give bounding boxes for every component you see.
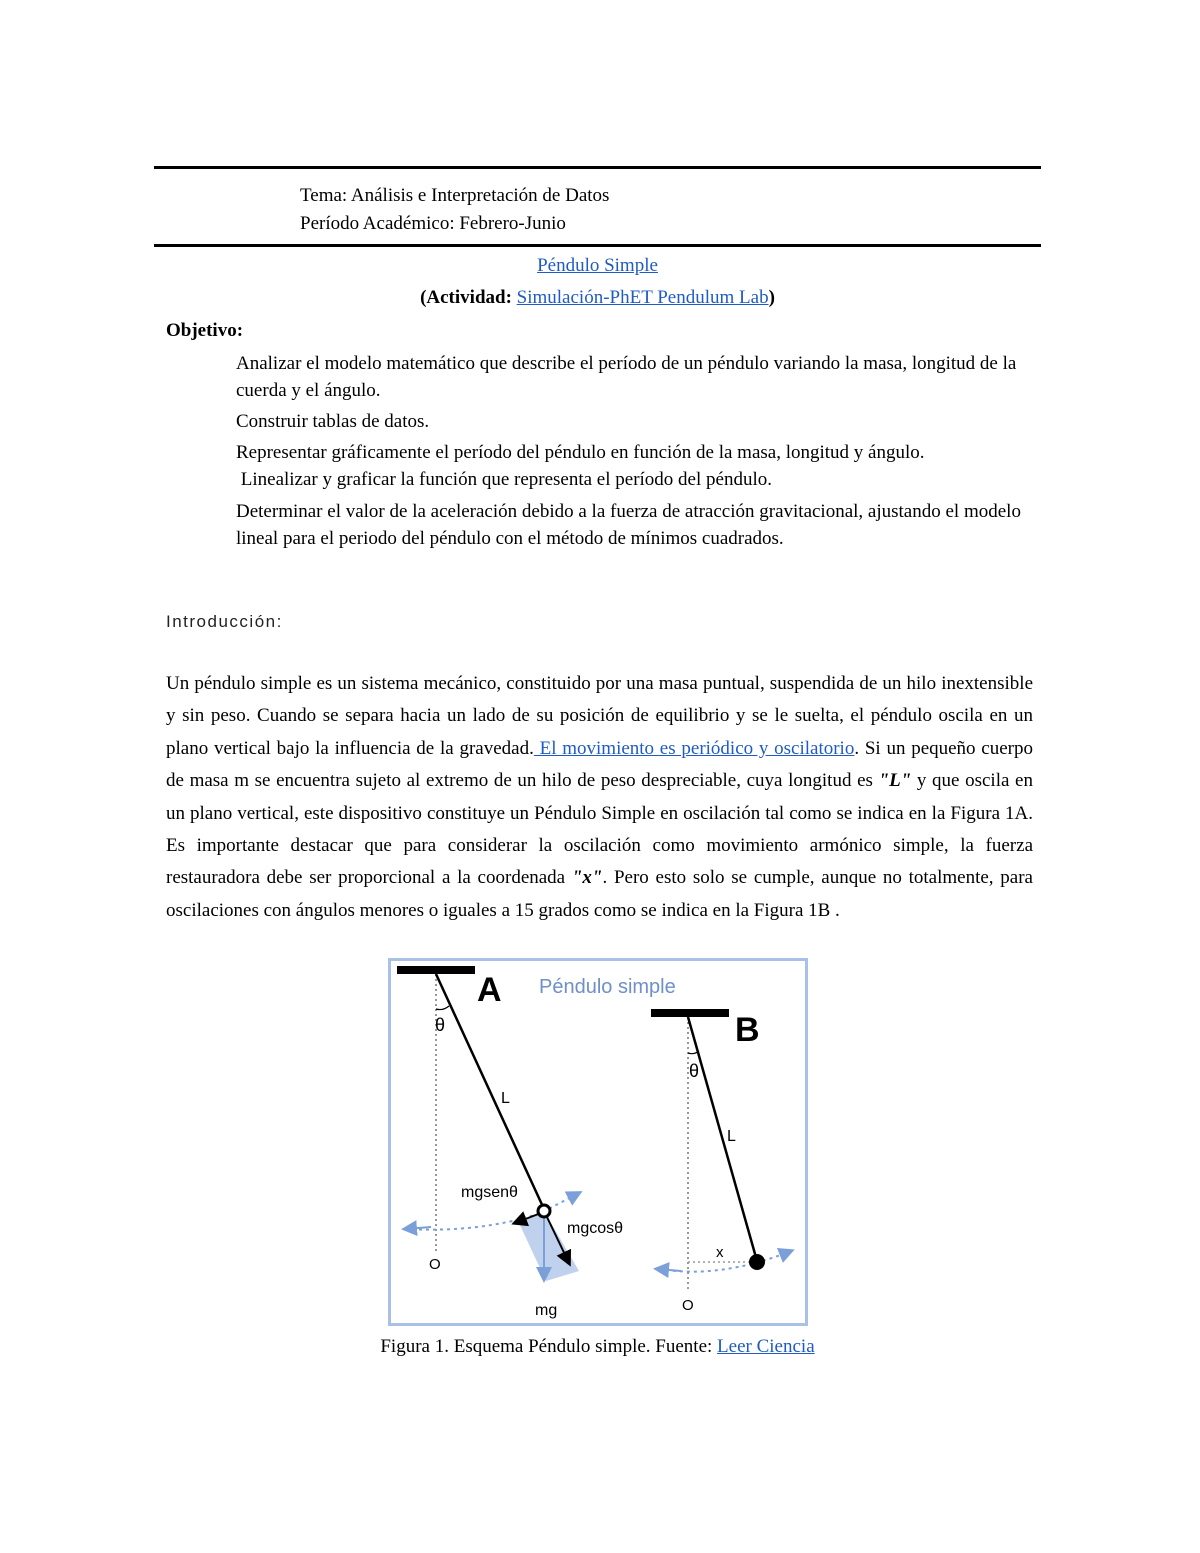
support-bar-b: [651, 1009, 729, 1017]
periodic-motion-link[interactable]: El movimiento es periódico y oscilatorio: [533, 737, 855, 759]
origin-b: O: [682, 1297, 694, 1314]
mgsen-label: mgsenθ: [461, 1184, 518, 1201]
intro-text-2: . Si un pequeño cuerpo de masa m se encuentra sujeto al extremo de un hilo de peso despreciable, cuya longitud es: [166, 737, 1033, 792]
activity-line: [154, 286, 1041, 310]
x-label: x: [716, 1244, 724, 1261]
mgcos-label: mgcosθ: [567, 1220, 624, 1237]
origin-a: O: [429, 1256, 441, 1273]
string-a: [436, 974, 544, 1209]
figure-caption: [154, 1336, 1041, 1358]
activity-open: (: [420, 287, 427, 308]
activity-close: ): [768, 287, 775, 308]
label-b: B: [735, 1011, 760, 1049]
length-b: L: [727, 1128, 736, 1145]
swing-arrow-left-b: [657, 1269, 681, 1271]
string-b: [688, 1017, 757, 1261]
objective-item: Construir tablas de datos.: [236, 411, 430, 432]
support-bar-a: [397, 966, 475, 974]
topic-line: Tema: Análisis e Interpretación de Datos: [300, 185, 610, 206]
objective-item: Determinar el valor de la aceleración debido a la fuerza de atracción gravitacional, ajustando el modelo lineal para el periodo del péndulo con el método de mínimos cuadrados.: [236, 501, 1021, 549]
objective-item: Analizar el modelo matemático que describe el período de un péndulo variando la masa, longitud de la cuerda y el ángulo.: [236, 353, 1017, 401]
length-a: L: [501, 1090, 510, 1107]
phet-simulation-link[interactable]: Simulación-PhET Pendulum Lab: [516, 287, 769, 308]
bob-a: [538, 1205, 550, 1217]
figure-title: Péndulo simple: [539, 976, 676, 998]
top-rule: [154, 166, 1041, 169]
label-a: A: [477, 971, 502, 1009]
intro-text-4: . Pero esto solo se cumple, aunque no totalmente, para oscilaciones con ángulos menores o iguales a 15 grados como se indica en la Figura 1B .: [166, 867, 1033, 921]
theta-a: θ: [435, 1015, 446, 1035]
introduction-paragraph: [166, 668, 1033, 927]
objective-item: Representar gráficamente el período del péndulo en función de la masa, longitud y ángulo.: [236, 442, 925, 463]
variable-x: "x": [571, 867, 603, 889]
intro-text-1: Un péndulo simple es un sistema mecánico, constituido por una masa puntual, suspendida de un hilo inextensible y sin peso. Cuando se separa hacia un lado de su posición de equilibrio y se le suelta, el péndulo oscila en un plano vertical bajo la influencia de la gravedad.: [166, 673, 1033, 759]
period-line: Período Académico: Febrero-Junio: [300, 213, 566, 234]
bob-b: [749, 1254, 765, 1270]
leer-ciencia-link[interactable]: Leer Ciencia: [717, 1336, 815, 1357]
introduction-heading: Introducción:: [166, 612, 283, 631]
mg-label: mg: [535, 1302, 558, 1319]
activity-label: Actividad:: [426, 287, 512, 308]
caption-text: Figura 1. Esquema Péndulo simple. Fuente:: [380, 1336, 718, 1357]
angle-arc-a: [436, 1006, 449, 1010]
pendulum-figure: [388, 958, 808, 1326]
intro-text-3: y que oscila en un plano vertical, este dispositivo constituye un Péndulo Simple en oscilación tal como se indica en la Figura 1A. Es importante destacar que para considerar la oscilación como movimiento armónico simple, la fuerza restauradora debe ser proporcional a la coordenada: [166, 770, 1033, 889]
pendulo-simple-link[interactable]: Péndulo Simple: [537, 255, 658, 276]
pendulum-diagram: [391, 961, 805, 1323]
objective-item: Linealizar y graficar la función que representa el período del péndulo.: [236, 469, 772, 490]
bottom-rule: [154, 244, 1041, 247]
theta-b: θ: [689, 1061, 700, 1081]
variable-L: "L": [878, 770, 912, 792]
objectives-heading: Objetivo:: [166, 320, 244, 341]
page-title: [154, 254, 1041, 278]
